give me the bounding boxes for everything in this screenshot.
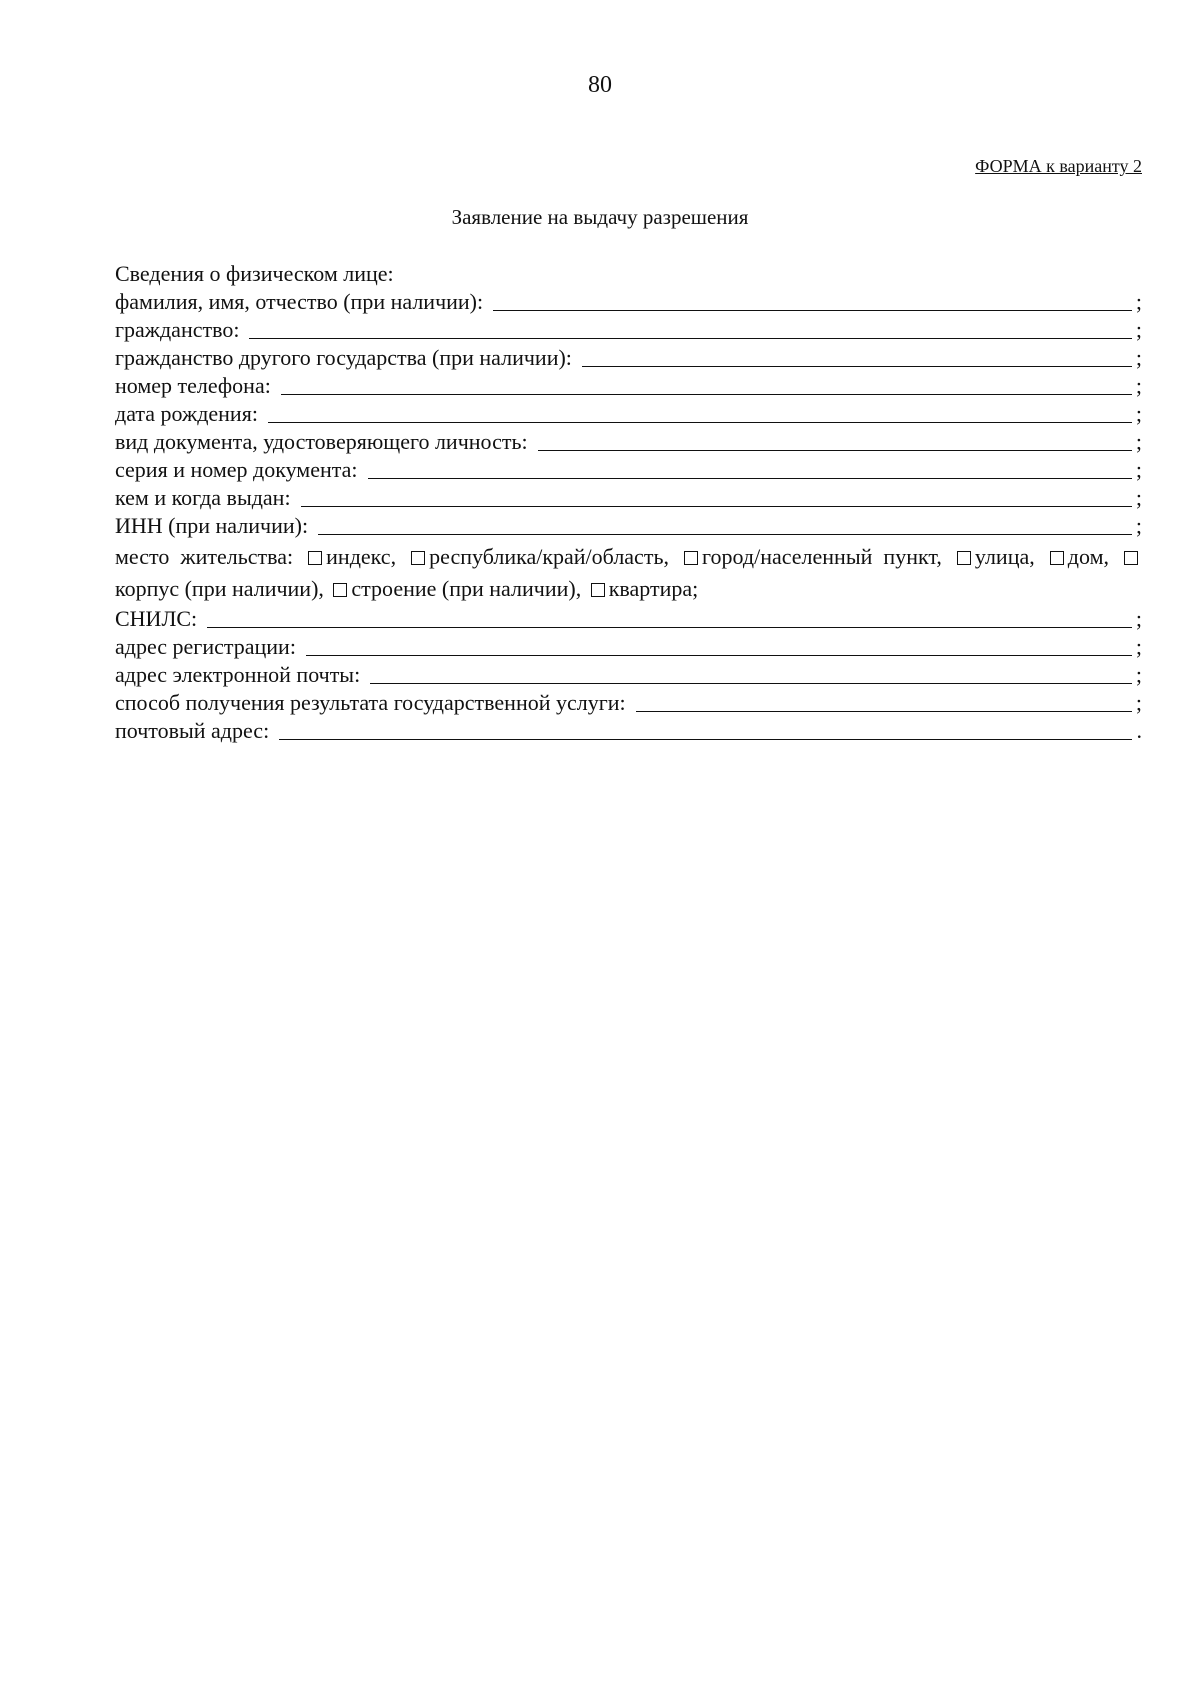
fill-line[interactable] [301,486,1132,507]
field-label: номер телефона: [115,373,271,398]
field-phone[interactable] [115,372,1142,400]
field-registration-address[interactable] [115,633,1142,661]
fill-line[interactable] [636,691,1132,712]
field-label: гражданство: [115,317,240,342]
field-label: вид документа, удостоверяющего личность: [115,429,528,454]
option-apartment: квартира; [608,576,699,601]
field-label: дата рождения: [115,401,258,426]
field-terminator: ; [1135,289,1142,314]
field-label: СНИЛС: [115,606,198,631]
fill-line[interactable] [279,719,1132,740]
field-label: гражданство другого государства (при наличии): [115,345,572,370]
field-terminator: ; [1135,345,1142,370]
fill-line[interactable] [368,458,1132,479]
field-postal-address[interactable] [115,717,1142,745]
field-terminator: ; [1135,634,1142,659]
field-terminator: . [1136,718,1142,743]
field-email[interactable] [115,661,1142,689]
option-structure: строение (при наличии), [351,576,582,601]
field-terminator: ; [1135,662,1142,687]
field-label: ИНН (при наличии): [115,513,309,538]
fill-line[interactable] [493,290,1132,311]
field-issued-by[interactable] [115,484,1142,512]
fill-line[interactable] [268,402,1132,423]
field-terminator: ; [1135,401,1142,426]
fill-line[interactable] [318,514,1132,535]
page-number: 80 [588,72,612,98]
option-building: корпус (при наличии), [115,576,324,601]
fill-line[interactable] [249,318,1132,339]
field-terminator: ; [1135,457,1142,482]
field-terminator: ; [1135,373,1142,398]
option-index: индекс, [326,544,397,569]
checkbox-structure[interactable] [333,583,347,597]
field-terminator: ; [1135,690,1142,715]
field-id-document-type[interactable] [115,428,1142,456]
field-document-number[interactable] [115,456,1142,484]
residence-label: место жительства: [115,544,294,569]
fill-line[interactable] [370,663,1132,684]
field-label: адрес регистрации: [115,634,296,659]
fill-line[interactable] [538,430,1132,451]
field-snils[interactable] [115,605,1142,633]
field-terminator: ; [1135,485,1142,510]
option-house: дом, [1067,544,1109,569]
field-residence [115,540,1142,605]
form-reference: ФОРМА к варианту 2 [975,156,1142,176]
fill-line[interactable] [582,346,1132,367]
field-result-method[interactable] [115,689,1142,717]
checkbox-region[interactable] [411,551,425,565]
checkbox-building[interactable] [1124,551,1138,565]
option-street: улица, [974,544,1035,569]
field-label: серия и номер документа: [115,457,358,482]
fill-line[interactable] [281,374,1132,395]
field-full-name[interactable] [115,288,1142,316]
field-citizenship[interactable] [115,316,1142,344]
option-region: республика/край/область, [429,544,669,569]
field-terminator: ; [1135,606,1142,631]
field-label: кем и когда выдан: [115,485,291,510]
document-title: Заявление на выдачу разрешения [451,205,749,229]
field-label: адрес электронной почты: [115,662,361,687]
field-other-citizenship[interactable] [115,344,1142,372]
field-inn[interactable] [115,512,1142,540]
field-terminator: ; [1135,317,1142,342]
checkbox-house[interactable] [1050,551,1064,565]
option-city: город/населенный пункт, [702,544,942,569]
field-terminator: ; [1135,513,1142,538]
field-birth-date[interactable] [115,400,1142,428]
section-heading: Сведения о физическом лице: [115,261,394,286]
field-label: почтовый адрес: [115,718,270,743]
fill-line[interactable] [306,635,1132,656]
checkbox-city[interactable] [684,551,698,565]
field-label: фамилия, имя, отчество (при наличии): [115,289,484,314]
checkbox-street[interactable] [957,551,971,565]
fill-line[interactable] [207,607,1132,628]
checkbox-apartment[interactable] [591,583,605,597]
checkbox-index[interactable] [308,551,322,565]
applicant-form [115,260,1142,745]
field-label: способ получения результата государственной услуги: [115,690,626,715]
field-terminator: ; [1135,429,1142,454]
